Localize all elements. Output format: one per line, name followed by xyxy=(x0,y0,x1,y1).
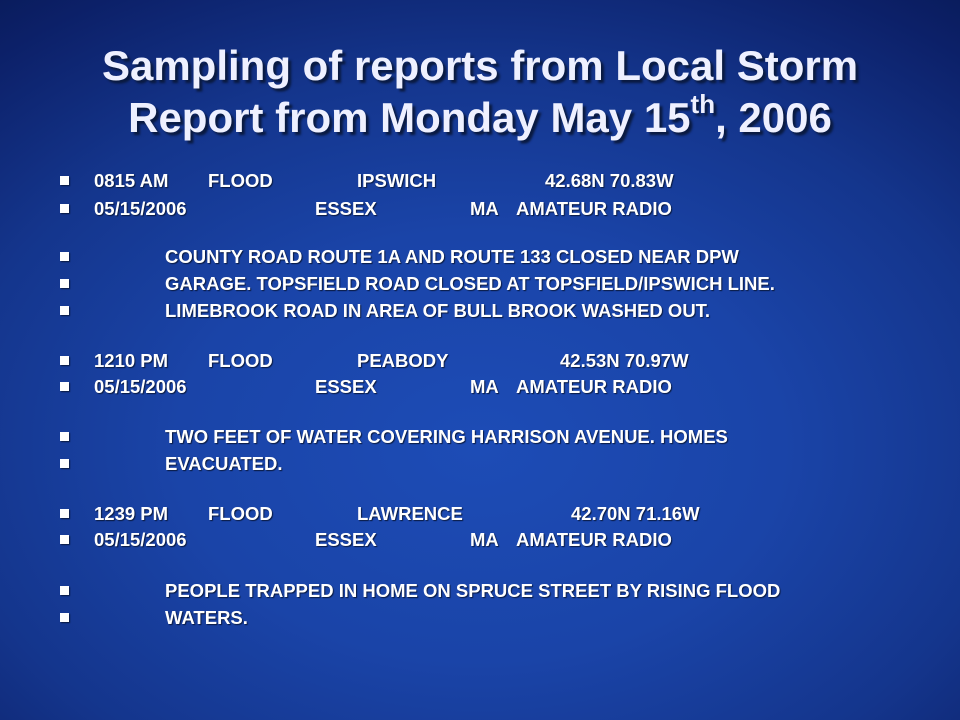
report-remark: TWO FEET OF WATER COVERING HARRISON AVENUE. HOMES xyxy=(165,426,728,447)
report-state: MA xyxy=(470,376,499,397)
report-county: ESSEX xyxy=(315,198,377,219)
report-county: ESSEX xyxy=(315,529,377,550)
report-source: AMATEUR RADIO xyxy=(516,529,672,550)
report-1-remark-3 xyxy=(60,298,940,324)
square-bullet-icon xyxy=(60,382,69,391)
report-event: FLOOD xyxy=(208,503,273,524)
report-1-detail-line xyxy=(60,196,940,222)
report-time: 0815 AM xyxy=(94,170,169,191)
report-date: 05/15/2006 xyxy=(94,198,187,219)
report-state: MA xyxy=(470,198,499,219)
report-2-remark-1 xyxy=(60,424,940,450)
report-remark: WATERS. xyxy=(165,607,248,628)
report-3-detail-line xyxy=(60,527,940,553)
report-1-header-line xyxy=(60,168,940,194)
report-date: 05/15/2006 xyxy=(94,376,187,397)
report-1-remark-2 xyxy=(60,271,940,297)
report-3-remark-1 xyxy=(60,578,940,604)
report-1-remark-1 xyxy=(60,244,940,270)
title-superscript: th xyxy=(690,89,716,119)
square-bullet-icon xyxy=(60,279,69,288)
report-time: 1239 PM xyxy=(94,503,169,524)
report-3-remark-2 xyxy=(60,605,940,631)
report-date: 05/15/2006 xyxy=(94,529,187,550)
report-city: PEABODY xyxy=(357,350,449,371)
title-year: , 2006 xyxy=(715,94,832,141)
square-bullet-icon xyxy=(60,356,69,365)
report-event: FLOOD xyxy=(208,170,273,191)
report-source: AMATEUR RADIO xyxy=(516,198,672,219)
square-bullet-icon xyxy=(60,204,69,213)
report-source: AMATEUR RADIO xyxy=(516,376,672,397)
report-city: IPSWICH xyxy=(357,170,437,191)
report-2-remark-2 xyxy=(60,451,940,477)
report-latlon: 42.68N 70.83W xyxy=(545,170,674,191)
report-remark: PEOPLE TRAPPED IN HOME ON SPRUCE STREET BY RISING FLOOD xyxy=(165,580,781,601)
title-text: Sampling of reports from Local Storm Report from Monday May 15 xyxy=(101,42,859,141)
report-event: FLOOD xyxy=(208,350,273,371)
square-bullet-icon xyxy=(60,176,69,185)
square-bullet-icon xyxy=(60,306,69,315)
report-city: LAWRENCE xyxy=(357,503,463,524)
report-state: MA xyxy=(470,529,499,550)
report-2-header-line xyxy=(60,348,940,374)
slide-title xyxy=(40,40,920,144)
report-remark: COUNTY ROAD ROUTE 1A AND ROUTE 133 CLOSED NEAR DPW xyxy=(165,246,739,267)
report-2-detail-line xyxy=(60,374,940,400)
square-bullet-icon xyxy=(60,535,69,544)
square-bullet-icon xyxy=(60,252,69,261)
report-remark: GARAGE. TOPSFIELD ROAD CLOSED AT TOPSFIELD/IPSWICH LINE. xyxy=(165,273,775,294)
report-county: ESSEX xyxy=(315,376,377,397)
report-remark: EVACUATED. xyxy=(165,453,283,474)
report-3-header-line xyxy=(60,501,940,527)
report-latlon: 42.53N 70.97W xyxy=(560,350,689,371)
square-bullet-icon xyxy=(60,509,69,518)
square-bullet-icon xyxy=(60,459,69,468)
report-remark: LIMEBROOK ROAD IN AREA OF BULL BROOK WASHED OUT. xyxy=(165,300,711,321)
report-latlon: 42.70N 71.16W xyxy=(571,503,700,524)
report-time: 1210 PM xyxy=(94,350,169,371)
square-bullet-icon xyxy=(60,586,69,595)
square-bullet-icon xyxy=(60,613,69,622)
square-bullet-icon xyxy=(60,432,69,441)
